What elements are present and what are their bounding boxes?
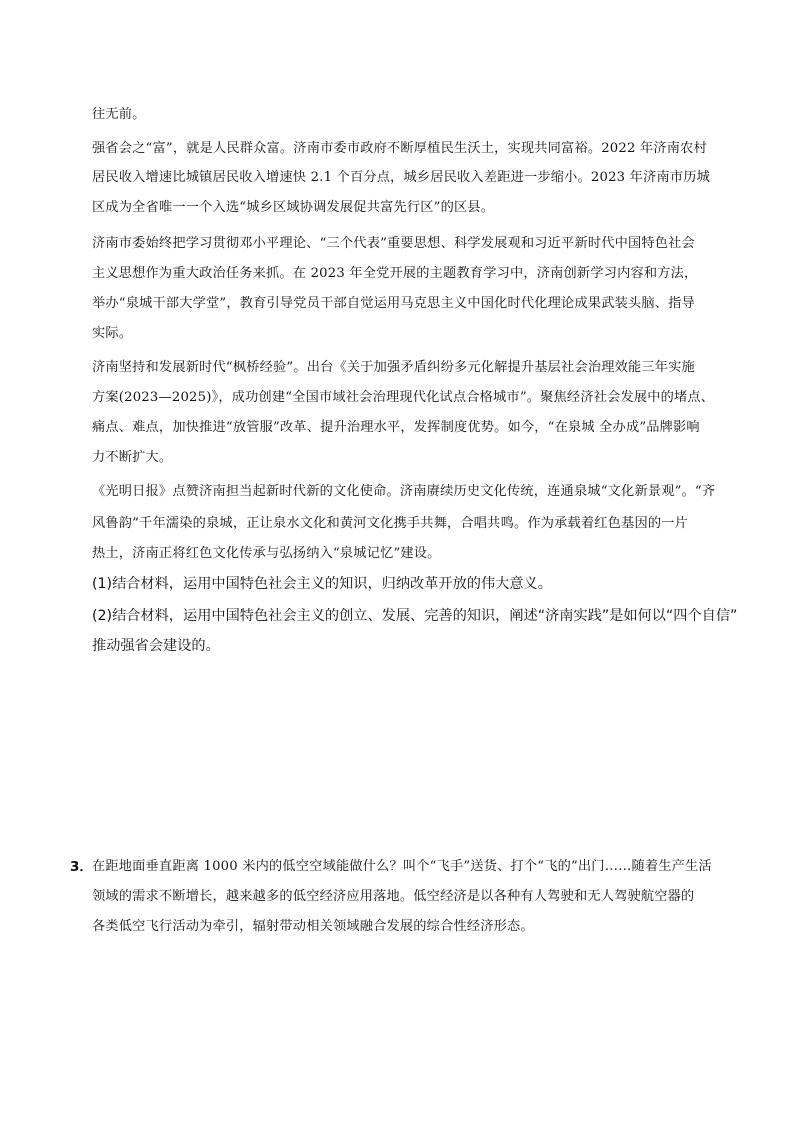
material-line-14: 风鲁韵”千年濡染的泉城，正让泉水文化和黄河文化携手共舞，合唱共鸣。作为承载着红色基因的一片: [92, 516, 688, 531]
sub-question-2: (2)结合材料，运用中国特色社会主义的创立、发展、完善的知识，阐述“济南实践”是如何以“四个自信”: [92, 608, 738, 624]
material-line-3: 居民收入增速比城镇居民收入增速快 2.1 个百分点，城乡居民收入差距进一步缩小。2023 年济南市历城: [92, 170, 710, 185]
material-line-9: 济南坚持和发展新时代“枫桥经验”。出台《关于加强矛盾纠纷多元化解提升基层社会治理效能三年实施: [92, 360, 695, 375]
material-line-6: 主义思想作为重大政治任务来抓。在 2023 年全党开展的主题教育学习中，济南创新学习内容和方法，: [92, 266, 698, 281]
sub-question-2-continued: 推动强省会建设的。: [92, 638, 220, 654]
material-line-13: 《光明日报》点赞济南担当起新时代新的文化使命。济南赓续历史文化传统，连通泉城“文化新景观”。“齐: [92, 484, 716, 499]
material-line-7: 举办“泉城干部大学堂”，教育引导党员干部自觉运用马克思主义中国化时代化理论成果武装头脑、指导: [92, 296, 695, 311]
material-line-10: 方案(2023—2025)》，成功创建“全国市域社会治理现代化试点合格城市”。聚焦经济社会发展中的堵点、: [92, 390, 715, 405]
material-line-12: 力不断扩大。: [92, 450, 173, 465]
material-line-5: 济南市委始终把学习贯彻邓小平理论、“三个代表”重要思想、科学发展观和习近平新时代中国特色社会: [92, 236, 695, 251]
question3-line-1: 在距地面垂直距离 1000 米内的低空空域能做什么？叫个“飞手”送货、打个“飞的”出门……随着生产生活: [92, 859, 712, 874]
material-line-2: 强省会之“富”，就是人民群众富。济南市委市政府不断厚植民生沃土，实现共同富裕。2022 年济南农村: [92, 141, 707, 156]
question-number: 3．: [70, 859, 93, 875]
material-line-11: 痛点、难点，加快推进“放管服”改革、提升治理水平，发挥制度优势。如今，“在泉城 全办成”品牌影响: [92, 420, 700, 435]
question3-line-2: 领域的需求不断增长，越来越多的低空经济应用落地。低空经济是以各种有人驾驶和无人驾驶航空器的: [92, 889, 695, 904]
material-line-4: 区成为全省唯一一个入选“城乡区域协调发展促共富先行区”的区县。: [92, 200, 495, 215]
question3-line-3: 各类低空飞行活动为牵引，辐射带动相关领域融合发展的综合性经济形态。: [92, 919, 534, 934]
material-line-15: 热土，济南正将红色文化传承与弘扬纳入“泉城记忆”建设。: [92, 546, 441, 561]
material-line-1: 往无前。: [92, 107, 146, 122]
material-line-8: 实际。: [92, 326, 133, 341]
sub-question-1: (1)结合材料，运用中国特色社会主义的知识，归纳改革开放的伟大意义。: [92, 576, 552, 592]
